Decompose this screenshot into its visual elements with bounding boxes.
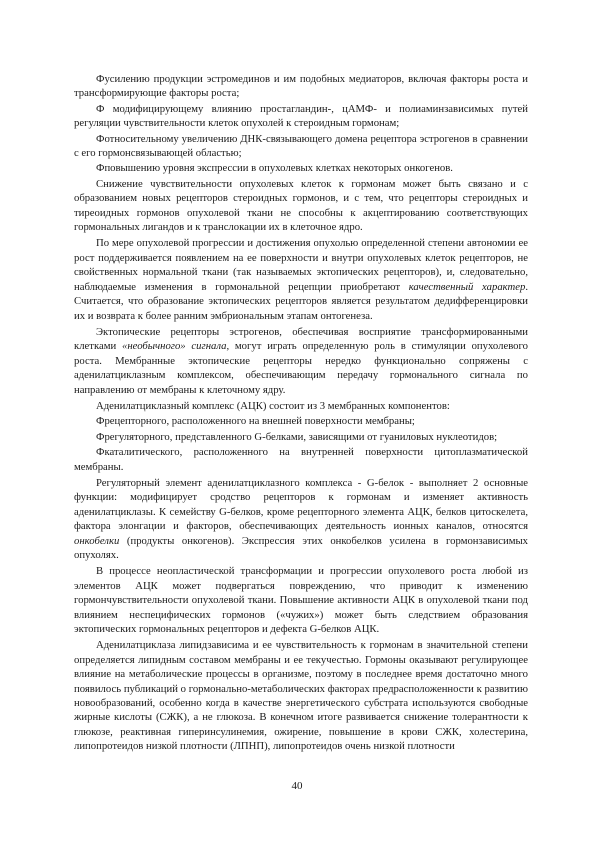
paragraph-9: Фрецепторного, расположенного на внешней поверхности мембраны;	[96, 415, 415, 428]
paragraph-7-text-b: могут играть определенную роль в стимуляции опухолевого роста. Мембранные эктопические рецепторы нередко функционально сопряжены с аденилатциклазным комплексом, обеспечивающим передачу гормонального сигнала по направлению от мембраны к клеточному ядру.	[74, 340, 528, 396]
paragraph-12-text-b: (продукты онкогенов). Экспрессия этих онкобелков усилена в гормонзависимых опухолях.	[74, 534, 528, 561]
paragraph-14: Аденилатциклаза липидзависима и ее чувствительность к гормонам в значительной степени определяется липидным составом мембраны и ее текучестью. Гормоны оказывают регулирующее влияние на метаболические процессы в организме, поэтому в последнее время достаточно много появилось публикаций о гормонально-метаболических факторах предрасположенности к развитию новообразований, особенно когда в качестве энергетического субстрата используются свободные жирные кислоты (СЖК), а не глюкоза. В конечном итоге развивается снижение толерантности к глюкозе, реактивная гиперинсулинемия, ожирение, повышение в крови СЖК, холестерина, липопротеидов низкой плотности (ЛПНП), липопротеидов очень низкой плотности	[74, 639, 528, 753]
paragraph-3: Фотносительному увеличению ДНК-связывающего домена рецептора эстрогенов в сравнении с его гормонсвязывающей областью;	[74, 132, 528, 160]
paragraph-5: Снижение чувствительности опухолевых клеток к гормонам может быть связано и с образованием новых рецепторов стероидных гормонов, и с тем, что рецепторы стероидных и тиреоидных гормонов опухолевой ткани не способны к акцептированию соответствующих гормональных лигандов и к транслокации их в клеточное ядро.	[74, 177, 528, 234]
paragraph-2: Ф модифицирующему влиянию простагландин-, цАМФ- и полиаминзависимых путей регуляции чувствительности клеток опухолей к стероидным гормонам;	[74, 102, 528, 130]
paragraph-12-emphasis: онкобелки	[74, 534, 120, 547]
paragraph-7	[74, 325, 528, 397]
paragraph-6-text-a: По мере опухолевой прогрессии и достижения опухолью определенной степени автономии ее рост поддерживается появлением на ее поверхности и внутри опухолевых клеток рецепторов, не свойственных нормальной ткани (так называемых эктопических рецепторов), и, следовательно, наблюдаемые изменения в гормональной рецепции приобретают	[74, 237, 528, 293]
paragraph-1: Фусилению продукции эстромединов и им подобных медиаторов, включая факторы роста и трансформирующие факторы роста;	[74, 73, 528, 100]
page-number: 40	[291, 780, 303, 792]
paragraph-7-emphasis: «необычного» сигнала,	[121, 340, 230, 353]
paragraph-6-text-b: . Считается, что образование эктопических рецепторов является результатом дедифференцировки их и возврата к более ранним эмбриональным этапам онтогенеза.	[74, 280, 529, 322]
paragraph-12	[74, 476, 528, 562]
paragraph-11: Фкаталитического, расположенного на внутренней поверхности цитоплазматической мембраны.	[74, 446, 528, 473]
paragraph-12-text-a: Регуляторный элемент аденилатциклазного комплекса - G-белок - выполняет 2 основные функции: модифицирует сродство рецепторов к гормонам и изменяет активность аденилатциклазы. К семейству G-белков, кроме рецепторного элемента АЦК, белков цитоскелета, фактора элонгации и факторов, обеспечивающих деятельность ионных каналов, относятся	[74, 476, 528, 533]
paragraph-8: Аденилатциклазный комплекс (АЦК) состоит из 3 мембранных компонентов:	[96, 399, 450, 412]
body-text	[74, 72, 528, 756]
paragraph-4: Фповышению уровня экспрессии в опухолевых клетках некоторых онкогенов.	[96, 162, 453, 175]
paragraph-6-emphasis: качественный характер	[408, 280, 526, 293]
paragraph-6	[74, 236, 528, 322]
paragraph-10: Фрегуляторного, представленного G-белками, зависящими от гуаниловых нуклеотидов;	[96, 430, 498, 443]
paragraph-7-text-a: Эктопические рецепторы эстрогенов, обеспечивая восприятие трансформированными клетками	[74, 325, 528, 353]
paragraph-13: В процессе неопластической трансформации и прогрессии опухолевого роста любой из элементов АЦК может подвергаться повреждению, что приводит к изменению гормончувствительности опухолевой ткани. Повышение активности АЦК в опухолевой ткани под влиянием неспецифических гормонов («чужих») может быть следствием образования эктопических гормональных рецепторов и дефекта G-белков АЦК.	[74, 565, 528, 636]
